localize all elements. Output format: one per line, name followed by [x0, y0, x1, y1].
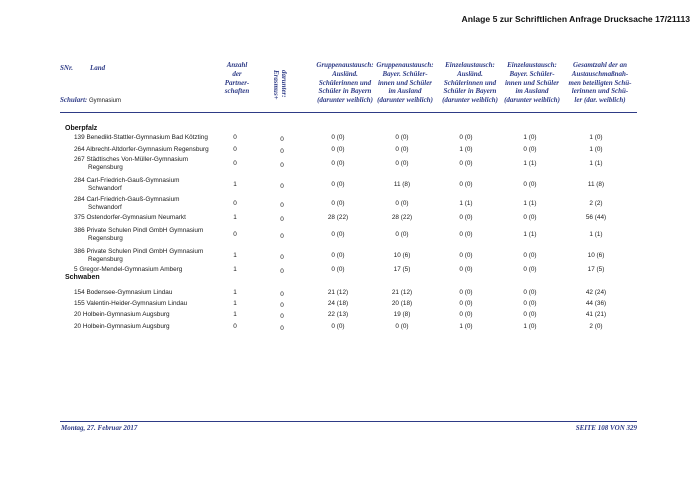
cell-e-in: 0 (0)	[459, 134, 473, 141]
header-partner	[218, 61, 256, 96]
cell-g-out: 28 (22)	[391, 214, 413, 221]
header-total-line: Gesamtzahl der an	[572, 61, 628, 69]
cell-erasmus: 0	[280, 183, 284, 190]
school-name-line: 5 Gregor-Mendel-Gymnasium Amberg	[74, 266, 183, 273]
cell-e-in: 0 (0)	[459, 300, 473, 307]
cell-total: 1 (0)	[589, 134, 603, 141]
school-name-line: 20 Holbein-Gymnasium Augsburg	[74, 311, 170, 318]
school-name	[74, 311, 230, 319]
cell-total: 11 (8)	[587, 181, 605, 188]
cell-g-out: 0 (0)	[395, 146, 409, 153]
cell-e-in: 0 (0)	[459, 252, 473, 259]
cell-total: 42 (24)	[585, 289, 607, 296]
cell-g-in: 0 (0)	[331, 323, 345, 330]
cell-total: 17 (5)	[587, 266, 605, 273]
school-name	[74, 177, 230, 193]
cell-partner: 1	[233, 252, 237, 259]
cell-g-in: 0 (0)	[331, 200, 345, 207]
cell-e-out: 1 (1)	[523, 231, 537, 238]
footer-page: SEITE 108 VON 329	[575, 424, 637, 432]
header-group-out-line: Bayer. Schüler-	[382, 69, 428, 78]
cell-total: 44 (36)	[585, 300, 607, 307]
cell-e-out: 0 (0)	[523, 311, 537, 318]
cell-partner: 1	[233, 311, 237, 318]
cell-e-out: 0 (0)	[523, 289, 537, 296]
school-name	[74, 156, 230, 172]
cell-g-in: 28 (22)	[327, 214, 349, 221]
school-name-line: 267 Städtisches Von-Müller-Gymnasium	[74, 156, 189, 163]
school-name-line: 284 Carl-Friedrich-Gauß-Gymnasium	[74, 177, 180, 184]
cell-partner: 0	[233, 146, 237, 153]
cell-erasmus: 0	[280, 291, 284, 298]
cell-partner: 0	[233, 134, 237, 141]
cell-e-out: 0 (0)	[523, 146, 537, 153]
table-header	[60, 58, 637, 111]
school-name-line: 139 Benedikt-Stattler-Gymnasium Bad Kötzting	[74, 134, 208, 141]
school-name-line: Schwandorf	[88, 204, 122, 211]
cell-e-in: 0 (0)	[459, 311, 473, 318]
cell-g-out: 17 (5)	[393, 266, 411, 273]
cell-total: 1 (1)	[589, 231, 603, 238]
header-single-out-line: innen und Schüler	[504, 78, 560, 87]
header-single-in-line: Schüler in Bayern	[443, 87, 497, 96]
header-partner-line: Anzahl	[226, 61, 248, 69]
cell-g-in: 0 (0)	[331, 160, 345, 167]
school-name	[74, 323, 230, 331]
school-name	[74, 248, 230, 264]
cell-g-in: 0 (0)	[331, 231, 345, 238]
header-erasmus-line: darunter:	[280, 70, 288, 98]
header-partner-line: Partner-	[224, 78, 250, 87]
school-name-line: 154 Bodensee-Gymnasium Lindau	[74, 289, 173, 296]
header-snr: SNr.	[60, 64, 74, 72]
cell-g-out: 0 (0)	[395, 323, 409, 330]
cell-g-out: 0 (0)	[395, 231, 409, 238]
cell-partner: 0	[233, 323, 237, 330]
header-group-in-line: Gruppenaustausch:	[316, 61, 374, 69]
header-single-in	[437, 61, 503, 105]
document-title: Anlage 5 zur Schriftlichen Anfrage Drucksache 17/21113	[461, 14, 690, 24]
header-partner-line: schaften	[224, 87, 250, 96]
cell-e-out: 1 (0)	[523, 323, 537, 330]
cell-partner: 1	[233, 300, 237, 307]
cell-e-out: 0 (0)	[523, 266, 537, 273]
cell-g-out: 0 (0)	[395, 200, 409, 207]
cell-g-in: 21 (12)	[327, 289, 349, 296]
cell-e-in: 0 (0)	[459, 231, 473, 238]
schulart-label: Schulart:	[60, 96, 88, 104]
header-single-in-line: Schülerinnen und	[443, 78, 497, 87]
header-group-out	[372, 61, 438, 105]
cell-erasmus: 0	[280, 136, 284, 143]
cell-e-in: 0 (0)	[459, 160, 473, 167]
cell-erasmus: 0	[280, 254, 284, 261]
header-group-in	[308, 61, 382, 105]
school-name-line: 264 Albrecht-Altdorfer-Gymnasium Regensburg	[74, 146, 209, 153]
header-single-in-line: Einzelaustausch:	[445, 61, 495, 69]
school-name-line: 386 Private Schulen Pindl GmbH Gymnasium	[74, 227, 204, 234]
cell-g-in: 0 (0)	[331, 252, 345, 259]
header-land: Land	[90, 64, 106, 72]
header-single-out-line: Bayer. Schüler-	[509, 69, 555, 78]
cell-g-out: 11 (8)	[393, 181, 411, 188]
schulart-value: Gymnasium	[88, 98, 121, 104]
header-schulart	[60, 96, 121, 106]
cell-g-out: 0 (0)	[395, 160, 409, 167]
cell-erasmus: 0	[280, 325, 284, 332]
cell-erasmus: 0	[280, 302, 284, 309]
cell-g-in: 0 (0)	[331, 266, 345, 273]
cell-erasmus: 0	[280, 233, 284, 240]
header-rule	[60, 112, 637, 113]
cell-g-out: 21 (12)	[391, 289, 413, 296]
school-name	[74, 266, 230, 274]
cell-e-out: 0 (0)	[523, 181, 537, 188]
cell-e-in: 1 (1)	[459, 200, 473, 207]
school-name-line: 386 Private Schulen Pindl GmbH Gymnasium	[74, 248, 204, 255]
cell-e-in: 0 (0)	[459, 181, 473, 188]
cell-partner: 1	[233, 214, 237, 221]
cell-partner: 1	[233, 181, 237, 188]
footer-date: Montag, 27. Februar 2017	[61, 424, 138, 432]
cell-e-out: 0 (0)	[523, 252, 537, 259]
header-total-line: lerinnen und Schü-	[571, 87, 629, 96]
school-name	[74, 227, 230, 243]
cell-e-out: 1 (1)	[523, 200, 537, 207]
header-single-in-line: Ausländ.	[457, 69, 483, 78]
cell-erasmus: 0	[280, 268, 284, 275]
cell-g-in: 24 (18)	[327, 300, 349, 307]
school-name	[74, 196, 230, 212]
cell-g-out: 20 (18)	[391, 300, 413, 307]
header-total-line: Austauschmaßnah-	[571, 69, 629, 78]
cell-e-in: 0 (0)	[459, 289, 473, 296]
header-erasmus-text	[272, 70, 288, 100]
group-label: Schwaben	[65, 274, 100, 281]
cell-e-in: 0 (0)	[459, 266, 473, 273]
cell-erasmus: 0	[280, 148, 284, 155]
cell-g-in: 0 (0)	[331, 181, 345, 188]
cell-g-in: 0 (0)	[331, 146, 345, 153]
header-total-line: ler (dar. weiblich)	[574, 96, 626, 105]
header-total-line: men beteiligten Schü-	[568, 78, 632, 87]
group-label: Oberpfalz	[65, 125, 98, 132]
cell-total: 2 (2)	[589, 200, 603, 207]
cell-total: 1 (1)	[589, 160, 603, 167]
cell-e-out: 0 (0)	[523, 300, 537, 307]
header-erasmus-line: Erasmus+	[272, 70, 280, 100]
school-name	[74, 214, 230, 222]
cell-erasmus: 0	[280, 202, 284, 209]
header-single-out-line: im Ausland	[515, 87, 549, 96]
cell-g-out: 19 (8)	[393, 311, 411, 318]
cell-e-in: 1 (0)	[459, 146, 473, 153]
cell-total: 1 (0)	[589, 146, 603, 153]
cell-e-in: 1 (0)	[459, 323, 473, 330]
school-name	[74, 289, 230, 297]
cell-erasmus: 0	[280, 162, 284, 169]
cell-erasmus: 0	[280, 313, 284, 320]
header-group-in-line: Schülerinnen und	[318, 78, 372, 87]
school-name-line: 375 Ostendorfer-Gymnasium Neumarkt	[74, 214, 186, 221]
header-erasmus	[266, 66, 296, 106]
cell-partner: 0	[233, 160, 237, 167]
cell-partner: 0	[233, 200, 237, 207]
header-group-in-line: (darunter weiblich)	[317, 96, 373, 105]
cell-e-out: 1 (0)	[523, 134, 537, 141]
school-name	[74, 134, 230, 142]
header-total	[562, 61, 638, 105]
header-group-out-line: innen und Schüler	[377, 78, 433, 87]
cell-total: 56 (44)	[585, 214, 607, 221]
school-name-line: Regensburg	[88, 164, 123, 171]
school-name-line: Regensburg	[88, 256, 123, 263]
school-name	[74, 146, 230, 154]
header-group-in-line: Schüler in Bayern	[318, 87, 372, 96]
cell-partner: 1	[233, 289, 237, 296]
school-name	[74, 300, 230, 308]
header-single-out	[500, 61, 564, 105]
cell-erasmus: 0	[280, 216, 284, 223]
header-partner-line: der	[232, 69, 242, 78]
cell-total: 41 (21)	[585, 311, 607, 318]
cell-g-in: 22 (13)	[327, 311, 349, 318]
cell-e-out: 1 (1)	[523, 160, 537, 167]
header-group-out-line: (darunter weiblich)	[377, 96, 433, 105]
header-single-out-line: Einzelaustausch:	[507, 61, 557, 69]
header-single-in-line: (darunter weiblich)	[442, 96, 498, 105]
footer-rule	[60, 421, 637, 422]
school-name-line: 284 Carl-Friedrich-Gauß-Gymnasium	[74, 196, 180, 203]
cell-total: 10 (6)	[587, 252, 605, 259]
cell-partner: 0	[233, 231, 237, 238]
header-group-in-line: Ausländ.	[332, 69, 358, 78]
school-name-line: 20 Holbein-Gymnasium Augsburg	[74, 323, 170, 330]
cell-g-out: 0 (0)	[395, 134, 409, 141]
cell-e-in: 0 (0)	[459, 214, 473, 221]
header-group-out-line: Gruppenaustausch:	[376, 61, 434, 69]
header-single-out-line: (darunter weiblich)	[504, 96, 560, 105]
cell-partner: 1	[233, 266, 237, 273]
school-name-line: Regensburg	[88, 235, 123, 242]
cell-g-in: 0 (0)	[331, 134, 345, 141]
school-name-line: Schwandorf	[88, 185, 122, 192]
cell-total: 2 (0)	[589, 323, 603, 330]
cell-g-out: 10 (6)	[393, 252, 411, 259]
header-group-out-line: im Ausland	[388, 87, 422, 96]
cell-e-out: 0 (0)	[523, 214, 537, 221]
school-name-line: 155 Valentin-Heider-Gymnasium Lindau	[74, 300, 188, 307]
